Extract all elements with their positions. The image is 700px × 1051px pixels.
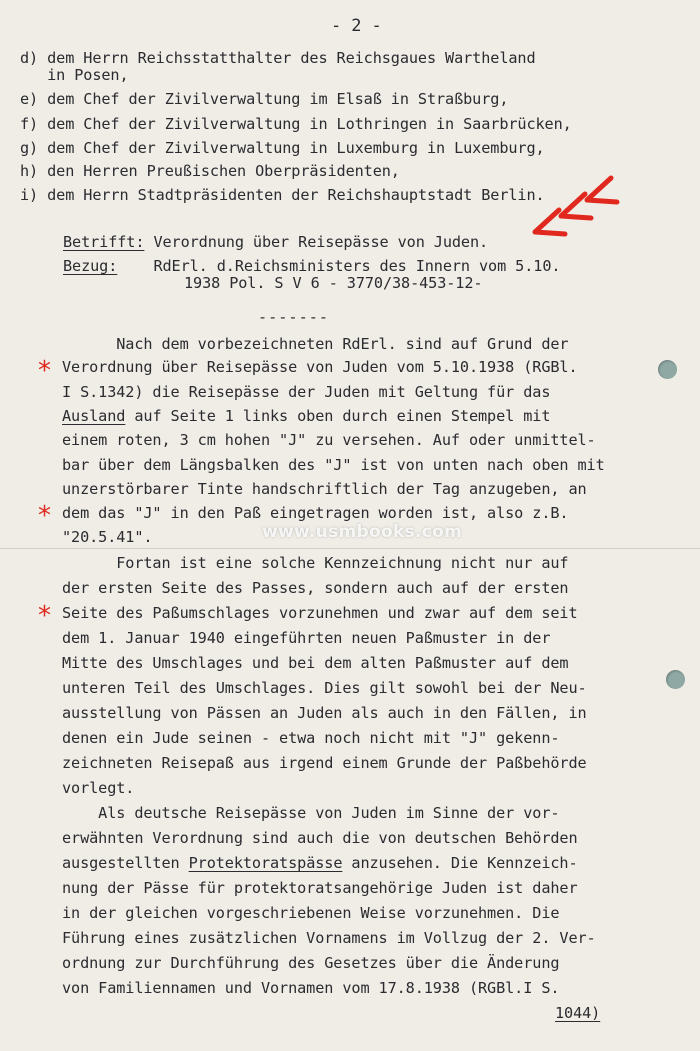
- punch-hole-icon: [658, 360, 677, 379]
- body-line: "20.5.41".: [62, 528, 153, 546]
- recipient-e: e) dem Chef der Zivilverwaltung im Elsaß in Straßburg,: [20, 90, 509, 108]
- body-line-page-ref: 1044): [555, 1004, 601, 1022]
- body-line: in der gleichen vorgeschriebenen Weise vorzunehmen. Die: [62, 904, 560, 922]
- body-fragment: anzusehen. Die Kennzeich-: [342, 854, 578, 872]
- asterisk-icon: *: [38, 601, 51, 631]
- subject-label: Betrifft:: [63, 233, 145, 251]
- body-line: nung der Pässe für protektoratsangehörige Juden ist daher: [62, 879, 578, 897]
- body-line: erwähnten Verordnung sind auch die von deutschen Behörden: [62, 829, 578, 847]
- body-fragment: auf Seite 1 links oben durch einen Stempel mit: [125, 407, 551, 425]
- page-number: - 2 -: [331, 16, 382, 36]
- body-line: Mitte des Umschlages und bei dem alten Paßmuster auf dem: [62, 654, 569, 672]
- body-fragment: ausgestellten: [62, 854, 189, 872]
- body-line: [62, 856, 578, 871]
- body-line: der ersten Seite des Passes, sondern auch auf der ersten: [62, 579, 569, 597]
- body-line: ordnung zur Durchführung des Gesetzes über die Änderung: [62, 954, 560, 972]
- watermark: www.usmbooks.com: [262, 522, 463, 542]
- punch-hole-icon: [666, 670, 685, 689]
- body-line: von Familiennamen und Vornamen vom 17.8.1938 (RGBl.I S.: [62, 979, 560, 997]
- underlined-ausland: Ausland: [62, 407, 126, 425]
- body-line: I S.1342) die Reisepässe der Juden mit Geltung für das: [62, 383, 551, 401]
- recipient-f: f) dem Chef der Zivilverwaltung in Lothringen in Saarbrücken,: [20, 115, 572, 133]
- body-line: unzerstörbarer Tinte handschriftlich der Tag anzugeben, an: [62, 480, 587, 498]
- body-line: Führung eines zusätzlichen Vornamens im Vollzug der 2. Ver-: [62, 929, 596, 947]
- subject-text: Verordnung über Reisepässe von Juden.: [144, 233, 489, 251]
- body-line: Fortan ist eine solche Kennzeichnung nicht nur auf: [62, 554, 569, 572]
- body-line: einem roten, 3 cm hohen "J" zu versehen. Auf oder unmittel-: [62, 431, 596, 449]
- recipient-i: i) dem Herrn Stadtpräsidenten der Reichshauptstadt Berlin.: [20, 186, 545, 204]
- body-line: denen ein Jude seinen - etwa noch nicht mit "J" gekenn-: [62, 729, 560, 747]
- body-line: ausstellung von Pässen an Juden als auch in den Fällen, in: [62, 704, 587, 722]
- body-line: [62, 409, 550, 424]
- body-line: unteren Teil des Umschlages. Dies gilt sowohl bei der Neu-: [62, 679, 587, 697]
- body-line: vorlegt.: [62, 779, 135, 797]
- reference-line-2: 1938 Pol. S V 6 - 3770/38-453-12-: [184, 274, 483, 292]
- recipient-g: g) dem Chef der Zivilverwaltung in Luxemburg in Luxemburg,: [20, 139, 545, 157]
- recipient-d-cont: in Posen,: [20, 66, 129, 84]
- paper-fold: [0, 548, 700, 549]
- body-line: Seite des Paßumschlages vorzunehmen und zwar auf dem seit: [62, 604, 578, 622]
- asterisk-icon: *: [38, 501, 51, 531]
- reference-label: Bezug:: [63, 257, 118, 275]
- red-chevron-arrow-icon: [525, 170, 645, 245]
- asterisk-icon: *: [38, 356, 51, 386]
- reference-text-1: RdErl. d.Reichsministers des Innern vom 5.10.: [117, 257, 561, 275]
- body-line: Als deutsche Reisepässe von Juden im Sinne der vor-: [62, 804, 560, 822]
- body-line: dem das "J" in den Paß eingetragen worden ist, also z.B.: [62, 504, 569, 522]
- body-line: dem 1. Januar 1940 eingeführten neuen Paßmuster in der: [62, 629, 551, 647]
- body-line: zeichneten Reisepaß aus irgend einem Grunde der Paßbehörde: [62, 754, 587, 772]
- subject-line: [63, 235, 488, 250]
- underlined-protektoratspaesse: Protektoratspässe: [188, 854, 343, 872]
- section-divider: -------: [258, 308, 330, 326]
- body-line: bar über dem Längsbalken des "J" ist von unten nach oben mit: [62, 456, 605, 474]
- reference-line-1: [63, 259, 560, 274]
- recipient-h: h) den Herren Preußischen Oberpräsidenten,: [20, 162, 400, 180]
- recipient-d: d) dem Herrn Reichsstatthalter des Reichsgaues Wartheland: [20, 49, 536, 67]
- body-line: Nach dem vorbezeichneten RdErl. sind auf Grund der: [62, 335, 569, 353]
- body-line: Verordnung über Reisepässe von Juden vom 5.10.1938 (RGBl.: [62, 358, 578, 376]
